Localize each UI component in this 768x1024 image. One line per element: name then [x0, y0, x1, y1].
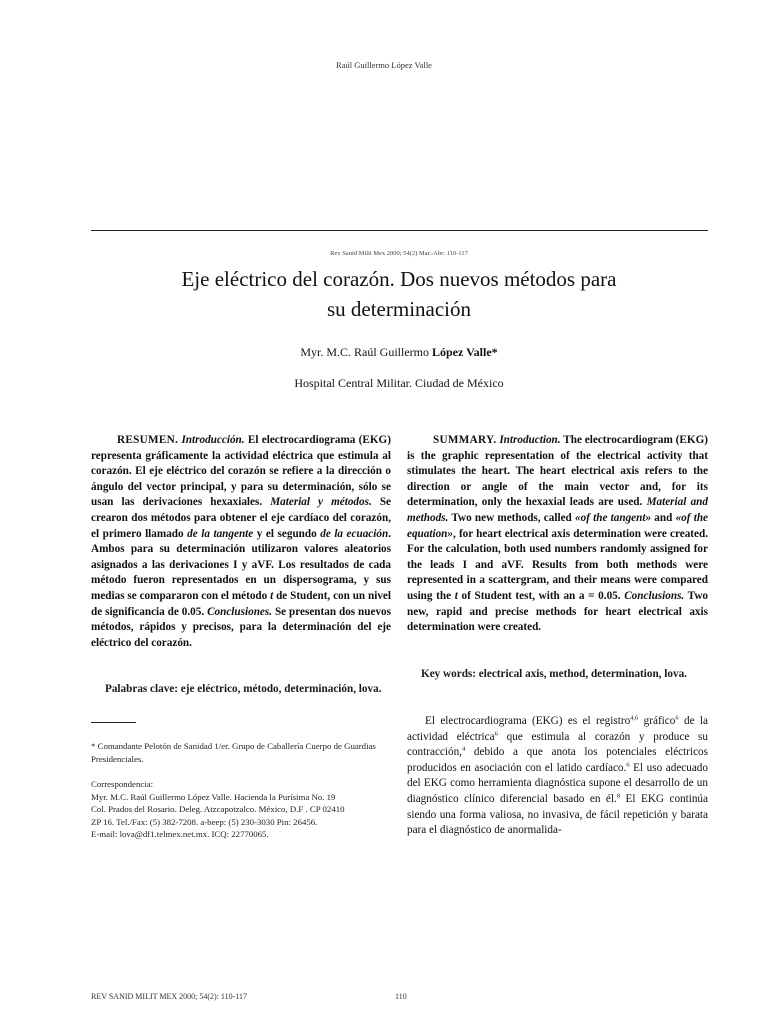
- body-text-run: que estimula al corazón y produce su contracción,: [407, 730, 708, 759]
- resumen-methods-text: de Student, con un nivel de significancia de 0.05.: [91, 589, 391, 618]
- resumen-method-name-1: de la tangente: [187, 527, 254, 540]
- resumen-conclusions-text: Se presentan dos nuevos métodos, rápidos y precisos, para la determinación del eje eléctrico del corazón.: [91, 605, 392, 649]
- body-text-run: gráfico: [638, 715, 676, 727]
- footnote-rule: [91, 722, 136, 723]
- body-text-run: El EKG continúa siendo una forma valiosa, no invasiva, de fácil repetición y barata para el diagnóstico de anormalida-: [407, 792, 708, 837]
- resumen-methods-label: Material y métodos.: [270, 496, 372, 509]
- summary-methods-text: of Student test, with an a = 0.05.: [457, 589, 625, 602]
- author-footnote: * Comandante Pelotón de Sanidad 1/er. Grupo de Caballería Cuerpo de Guardias Presidenciales.: [91, 741, 376, 764]
- palabras-clave: Palabras clave: eje eléctrico, método, determinación, lova.: [105, 683, 382, 695]
- correspondence-block: [91, 778, 391, 841]
- citation-line: Rev Sanid Milit Mex 2000; 54(2) Mar.-Abr: 110-117: [330, 250, 468, 257]
- summary-intro-label: Introduction.: [499, 434, 561, 446]
- affiliation: Hospital Central Militar. Ciudad de México: [294, 376, 504, 390]
- authors: [0, 345, 768, 360]
- citation-ref: 6: [494, 729, 498, 737]
- body-text-run: de la actividad eléctrica: [407, 715, 708, 743]
- key-words: Key words: electrical axis, method, determination, lova.: [421, 668, 687, 680]
- resumen-methods-text: Se crearon dos métodos para obtener el eje cardíaco del corazón, el primero llamado: [91, 496, 392, 540]
- summary-methods-text: , for heart electrical axis determination were created. For the calculation, both used numbers randomly assigned for the leads I and aVF. Results from both methods were represented in a scattergram, and their means were compared using the: [407, 527, 708, 602]
- correspondence-line: Col. Prados del Rosario. Deleg. Atzcapotzalco. México, D.F . CP 02410: [91, 804, 345, 814]
- citation-ref: 4: [461, 745, 466, 753]
- body-text-run: El electrocardiograma (EKG) es el registro: [425, 715, 631, 727]
- citation-ref: 6: [626, 761, 630, 769]
- resumen-method-name-2: de la ecuación: [320, 527, 389, 540]
- correspondence-line: ZP 16. Tel./Fax: (5) 382-7208. a-beep: (5) 230-3030 Pin: 26456.: [91, 816, 318, 827]
- resumen-methods-text: y el segundo: [253, 527, 321, 540]
- title-line-2: su determinación: [326, 297, 472, 321]
- resumen-heading: RESUMEN.: [117, 434, 179, 446]
- body-text-run: El uso adecuado del EKG como herramienta diagnóstica supone el desarrollo de un diagnóstico clínico diferencial basado en él.: [407, 761, 708, 805]
- correspondence-email-line: E-mail: lova@df1.telmex.net.mx. ICQ: 22770065.: [91, 829, 269, 839]
- resumen-intro-text: El electrocardiograma (EKG) representa gráficamente la actividad eléctrica que estimula al corazón. El eje eléctrico del corazón se refiere a la dirección o ángulo del vector principal, y para su determinación, sólo se usan las derivaciones hexaxiales.: [91, 434, 391, 509]
- summary-method-name-1: «of the tangent»: [575, 511, 652, 524]
- summary-methods-label: Material and methods.: [407, 496, 708, 524]
- summary-t-symbol: t: [454, 589, 458, 602]
- summary-methods-text: Two new methods, called: [448, 511, 575, 524]
- summary-conclusions-label: Conclusions.: [624, 589, 685, 602]
- citation-ref: 8: [616, 792, 621, 800]
- article-title: [0, 264, 768, 324]
- footer-journal-citation: REV SANID MILIT MEX 2000; 54(2): 110-117: [91, 992, 247, 1001]
- summary-conclusions-text: Two new, rapid and precise methods for heart electrical axis determination were created.: [407, 589, 708, 634]
- running-head: Raúl Guillermo López Valle: [336, 60, 432, 70]
- body-text: [407, 714, 708, 839]
- resumen-methods-text: . Ambos para su determinación utilizaron valores aleatorios asignados a las derivaciones I y aVF. Los resultados de cada método fueron representados en un dispersograma, y sus medias se compararon con el método: [91, 527, 391, 602]
- correspondence-label: Correspondencia:: [91, 779, 154, 789]
- resumen-t-symbol: t: [270, 589, 274, 602]
- summary-method-name-2: «of the equation»: [407, 511, 709, 540]
- page-number: 110: [395, 992, 407, 1001]
- author-surname: López Valle*: [432, 345, 498, 359]
- correspondence-line: Myr. M.C. Raúl Guillermo López Valle. Hacienda la Purísima No. 19: [91, 791, 336, 802]
- citation-ref: 4,6: [630, 714, 639, 722]
- resumen-intro-label: Introducción.: [181, 434, 245, 446]
- abstract-english: [407, 433, 708, 636]
- summary-methods-text: and: [651, 511, 676, 524]
- author-prefix: Myr. M.C. Raúl Guillermo: [300, 345, 432, 359]
- title-line-1: Eje eléctrico del corazón. Dos nuevos métodos para: [181, 267, 617, 291]
- summary-intro-text: The electrocardiogram (EKG) is the graphic representation of the electrical activity that stimulates the heart. The heart electrical axis refers to the direction or angle of the main vector and, for its determination, only the hexaxial leads are used.: [407, 434, 708, 509]
- abstract-spanish: [91, 433, 391, 651]
- resumen-conclusions-label: Conclusiones.: [207, 605, 273, 618]
- citation-ref: 6: [675, 714, 679, 722]
- summary-heading: SUMMARY.: [433, 434, 497, 446]
- body-text-run: debido a que anota los potenciales eléctricos producidos en asociación con el latido cardíaco.: [407, 746, 708, 774]
- header-rule: [91, 230, 708, 231]
